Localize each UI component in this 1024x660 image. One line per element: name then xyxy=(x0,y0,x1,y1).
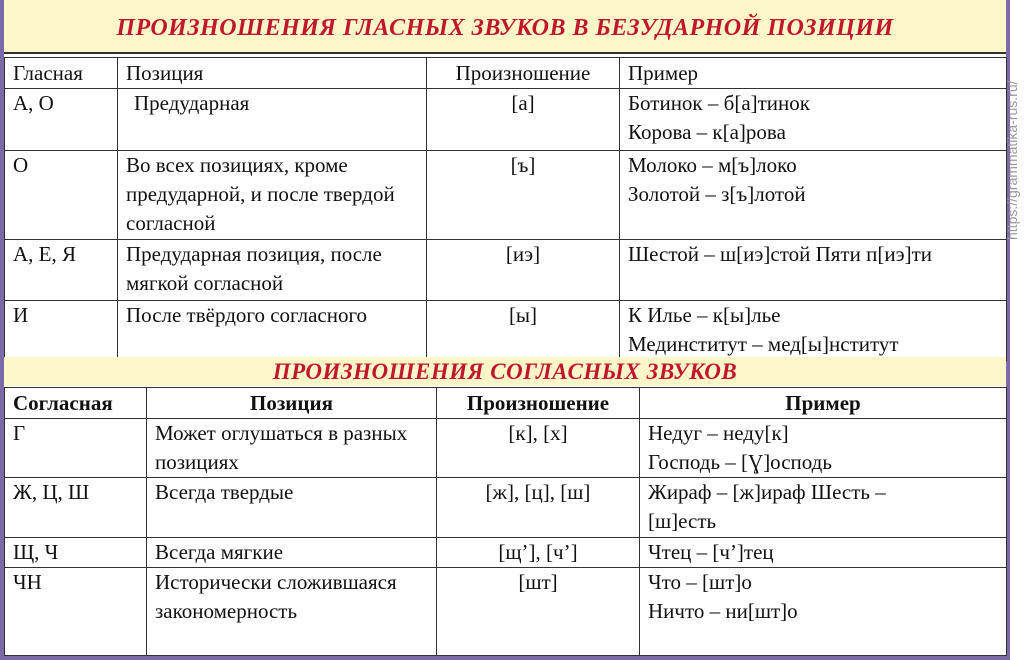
position-cell: Всегда твердые xyxy=(147,478,437,538)
header-position: Позиция xyxy=(118,58,427,89)
table-row xyxy=(5,301,1007,361)
vowel-cell: А, О xyxy=(5,89,118,151)
consonant-cell: Г xyxy=(5,419,147,478)
watermark-text: https://grammatika-rus.ru/ xyxy=(1004,80,1020,240)
pronunciation-cell: [ъ] xyxy=(427,151,620,240)
example-cell xyxy=(620,89,1007,151)
example-cell xyxy=(620,240,1007,301)
consonant-cell: Ж, Ц, Ш xyxy=(5,478,147,538)
example-cell xyxy=(640,538,1007,568)
table-row xyxy=(5,419,1007,478)
example-line: Что – [шт]о xyxy=(648,570,752,594)
example-cell xyxy=(620,151,1007,240)
table-row xyxy=(5,240,1007,301)
pronunciation-cell: [а] xyxy=(427,89,620,151)
position-cell: Предударная позиция, после мягкой согласной xyxy=(118,240,427,301)
example-line: Мединститут – мед[ы]нститут xyxy=(628,332,899,356)
pronunciation-cell: [шт] xyxy=(437,568,640,656)
header-consonant: Согласная xyxy=(5,388,147,419)
consonants-table xyxy=(4,387,1007,656)
pronunciation-cell: [иэ] xyxy=(427,240,620,301)
table-row xyxy=(5,568,1007,656)
header-pronunciation: Произношение xyxy=(437,388,640,419)
header-pronunciation: Произношение xyxy=(427,58,620,89)
example-cell xyxy=(640,478,1007,538)
pronunciation-cell: [ы] xyxy=(427,301,620,361)
consonant-cell: Щ, Ч xyxy=(5,538,147,568)
header-example: Пример xyxy=(620,58,1007,89)
example-line: Недуг – неду[к] xyxy=(648,421,789,445)
example-line: Чтец – [ч’]тец xyxy=(648,540,774,564)
example-line: Корова – к[а]рова xyxy=(628,120,786,144)
consonants-header-row xyxy=(5,388,1007,419)
vowel-cell: О xyxy=(5,151,118,240)
example-line: К Илье – к[ы]лье xyxy=(628,303,781,327)
pronunciation-cell: [ж], [ц], [ш] xyxy=(437,478,640,538)
example-line: Ботинок – б[а]тинок xyxy=(628,91,810,115)
example-line: Ничто – ни[шт]о xyxy=(648,599,798,623)
position-cell: Исторически сложившаяся закономерность xyxy=(147,568,437,656)
pronunciation-cell: [к], [х] xyxy=(437,419,640,478)
example-line: Шестой – ш[иэ]стой Пяти п[иэ]ти xyxy=(628,242,932,266)
example-line: Жираф – [ж]ираф Шесть – xyxy=(648,480,886,504)
example-line: Золотой – з[ъ]лотой xyxy=(628,182,806,206)
vowels-title: ПРОИЗНОШЕНИЯ ГЛАСНЫХ ЗВУКОВ В БЕЗУДАРНОЙ ПОЗИЦИИ xyxy=(4,0,1006,54)
vowels-table xyxy=(4,57,1007,361)
table-row xyxy=(5,151,1007,240)
vowels-header-row xyxy=(5,58,1007,89)
vowel-cell: И xyxy=(5,301,118,361)
table-row xyxy=(5,478,1007,538)
header-example: Пример xyxy=(640,388,1007,419)
header-vowel: Гласная xyxy=(5,58,118,89)
position-cell: Предударная xyxy=(118,89,427,151)
example-cell xyxy=(620,301,1007,361)
position-cell: Во всех позициях, кроме предударной, и после твердой согласной xyxy=(118,151,427,240)
table-row xyxy=(5,538,1007,568)
position-cell: Может оглушаться в разных позициях xyxy=(147,419,437,478)
example-line: Господь – [Ɣ]осподь xyxy=(648,450,832,474)
example-line: [ш]есть xyxy=(648,509,717,533)
position-cell: Всегда мягкие xyxy=(147,538,437,568)
watermark xyxy=(1000,0,1024,250)
example-cell xyxy=(640,568,1007,656)
header-position: Позиция xyxy=(147,388,437,419)
position-cell: После твёрдого согласного xyxy=(118,301,427,361)
vowel-cell: А, Е, Я xyxy=(5,240,118,301)
table-row xyxy=(5,89,1007,151)
consonants-title: ПРОИЗНОШЕНИЯ СОГЛАСНЫХ ЗВУКОВ xyxy=(4,357,1006,386)
example-cell xyxy=(640,419,1007,478)
example-line: Молоко – м[ъ]локо xyxy=(628,153,797,177)
consonant-cell: ЧН xyxy=(5,568,147,656)
pronunciation-cell: [щ’], [ч’] xyxy=(437,538,640,568)
